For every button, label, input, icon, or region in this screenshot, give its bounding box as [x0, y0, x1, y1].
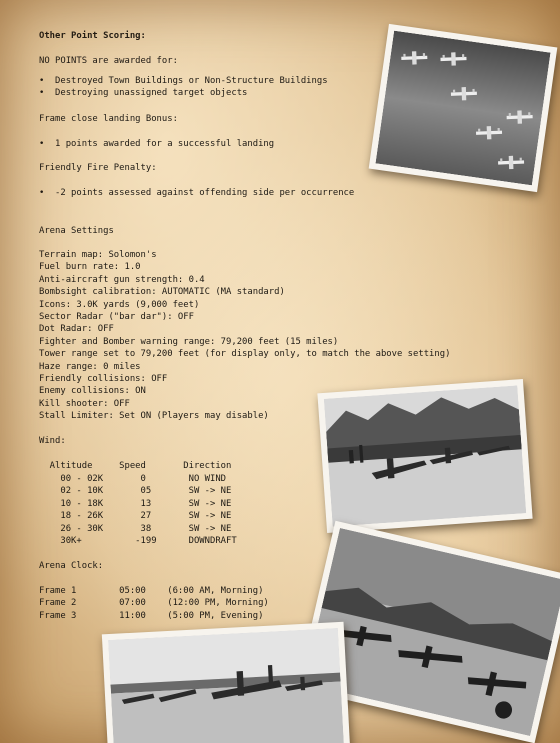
- arena-settings-heading: Arena Settings: [39, 226, 114, 236]
- setting-line: Bombsight calibration: AUTOMATIC (MA standard): [39, 287, 285, 298]
- setting-line: Haze range: 0 miles: [39, 361, 141, 372]
- clock-row: Frame 1 05:00 (6:00 AM, Morning): [39, 586, 264, 596]
- setting-line: Icons: 3.0K yards (9,000 feet): [39, 299, 200, 310]
- clock-row: Frame 3 11:00 (5:00 PM, Evening): [39, 610, 264, 621]
- setting-line: Sector Radar ("bar dar"): OFF: [39, 312, 194, 322]
- no-points-item: • Destroyed Town Buildings or Non-Structure Buildings: [39, 76, 328, 86]
- no-points-item: • Destroying unassigned target objects: [39, 88, 248, 98]
- no-points-intro: NO POINTS are awarded for:: [39, 56, 178, 66]
- setting-line: Tower range set to 79,200 feet (for display only, to match the above setting): [39, 349, 451, 360]
- landing-bonus-heading: Frame close landing Bonus:: [39, 114, 178, 124]
- wind-table-row: 10 - 18K 13 SW -> NE: [39, 498, 232, 509]
- wind-table-row: 02 - 10K 05 SW -> NE: [39, 486, 232, 497]
- bomber-formation-photo: [369, 24, 558, 192]
- setting-line: Anti-aircraft gun strength: 0.4: [39, 274, 205, 285]
- setting-line: Dot Radar: OFF: [39, 324, 114, 335]
- setting-line: Fighter and Bomber warning range: 79,200 feet (15 miles): [39, 336, 339, 347]
- setting-line: Terrain map: Solomon's: [39, 250, 157, 260]
- wind-table-header: Altitude Speed Direction: [39, 461, 232, 471]
- setting-line: Friendly collisions: OFF: [39, 374, 168, 384]
- friendly-fire-item: • -2 points assessed against offending side per occurrence: [39, 188, 355, 198]
- wind-table-row: 30K+ -199 DOWNDRAFT: [39, 536, 237, 546]
- wind-heading: Wind:: [39, 436, 66, 446]
- friendly-fire-heading: Friendly Fire Penalty:: [39, 163, 157, 173]
- landing-bonus-item: • 1 points awarded for a successful landing: [39, 139, 275, 149]
- setting-line: Stall Limiter: Set ON (Players may disable): [39, 411, 269, 422]
- wind-table-row: 00 - 02K 0 NO WIND: [39, 474, 227, 484]
- scoring-heading: Other Point Scoring:: [39, 31, 146, 41]
- airstrip-fighters-photo: [317, 379, 532, 533]
- clock-row: Frame 2 07:00 (12:00 PM, Morning): [39, 598, 269, 609]
- setting-line: Kill shooter: OFF: [39, 398, 130, 409]
- fighters-lineup-photo: [102, 622, 350, 743]
- wind-table-row: 26 - 30K 38 SW -> NE: [39, 523, 232, 534]
- wind-table-row: 18 - 26K 27 SW -> NE: [39, 511, 232, 522]
- setting-line: Enemy collisions: ON: [39, 386, 146, 397]
- arena-clock-heading: Arena Clock:: [39, 561, 104, 571]
- setting-line: Fuel burn rate: 1.0: [39, 262, 141, 273]
